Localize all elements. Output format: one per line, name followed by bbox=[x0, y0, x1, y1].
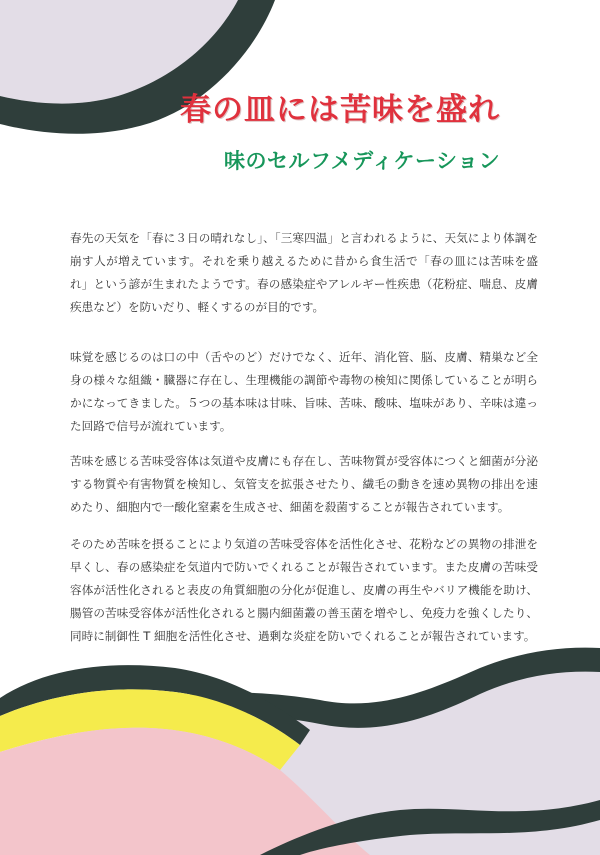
page-title: 春の皿には苦味を盛れ bbox=[180, 92, 500, 128]
bottom-wave-decoration bbox=[0, 640, 600, 855]
paragraph-2: 味覚を感じるのは口の中（舌やのど）だけでなく、近年、消化管、脳、皮膚、精巣など全身の様々な組織・臓器に存在し、生理機能の調節や毒物の検知に関係していることが明らかになってきました。５つの基本味は甘味、旨味、苦味、酸味、塩味があり、辛味は違った回路で信号が流れています。 bbox=[70, 350, 538, 433]
article-body bbox=[70, 227, 538, 648]
paragraph-1: 春先の天気を「春に３日の晴れなし」、「三寒四温」と言われるように、天気により体調を崩す人が増えています。それを乗り越えるために昔から食生活で「春の皿には苦味を盛れ」という諺が生まれたようです。春の感染症やアレルギー性疾患（花粉症、喘息、皮膚疾患など）を防いだり、軽くするのが目的です。 bbox=[70, 231, 538, 314]
paragraph-3: 苦味を感じる苦味受容体は気道や皮膚にも存在し、苦味物質が受容体につくと細菌が分泌する物質や有害物質を検知し、気管支を拡張させたり、繊毛の動きを速め異物の排出を速めたり、細胞内で一酸化窒素を生成させ、細菌を殺菌することが報告されています。 bbox=[70, 454, 538, 514]
page-subtitle: 味のセルフメディケーション bbox=[224, 149, 501, 173]
paragraph-4: そのため苦味を摂ることにより気道の苦味受容体を活性化させ、花粉などの異物の排泄を早くし、春の感染症を気道内で防いでくれることが報告されています。また皮膚の苦味受容体が活性化されると表皮の角質細胞の分化が促進し、皮膚の再生やバリア機能を助け、腸管の苦味受容体が活性化されると腸内細菌叢の善玉菌を増やし、免疫力を強くしたり、同時に制御性 T 細胞を活性化させ、過剰な炎症を防いでくれることが報告されています。 bbox=[70, 537, 538, 643]
